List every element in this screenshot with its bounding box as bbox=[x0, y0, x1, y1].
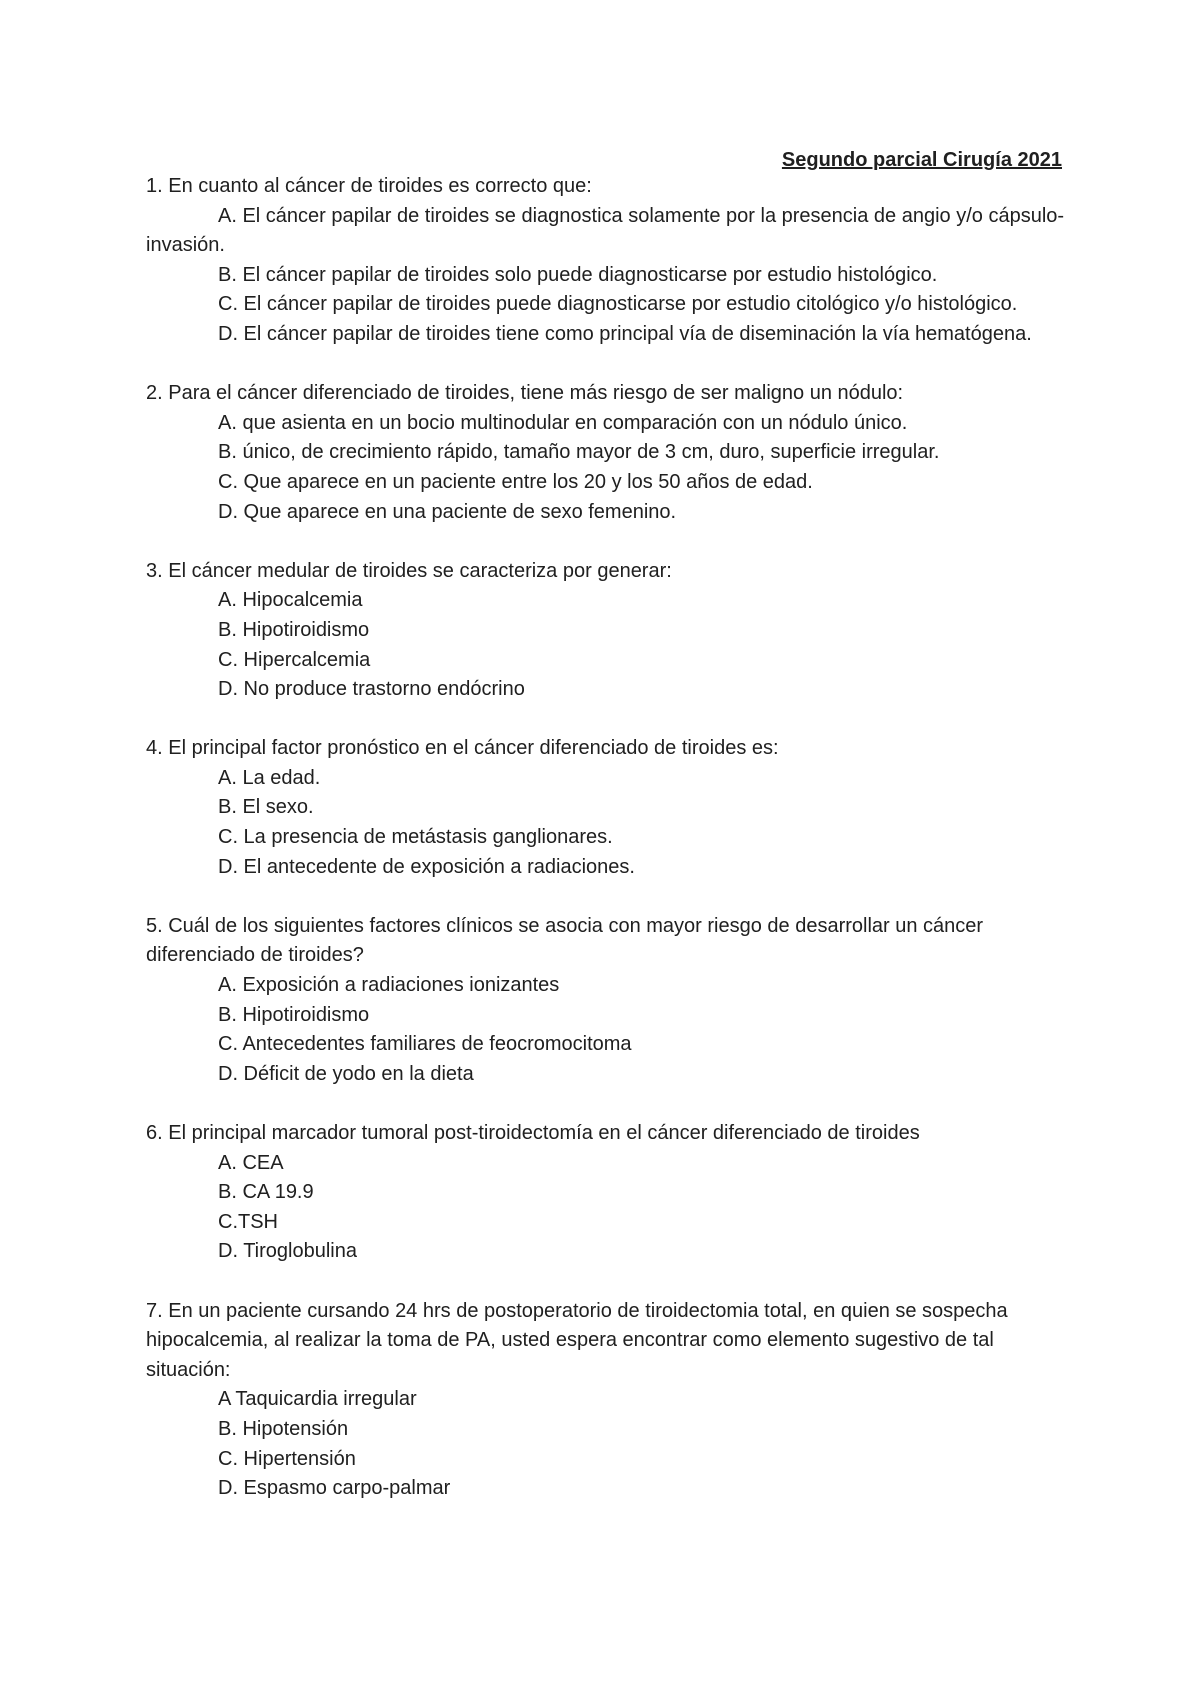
answer-option: B. El sexo. bbox=[218, 796, 314, 819]
question-stem: 2. Para el cáncer diferenciado de tiroides, tiene más riesgo de ser maligno un nódulo: bbox=[146, 382, 904, 405]
answer-option: A. que asienta en un bocio multinodular en comparación con un nódulo único. bbox=[218, 411, 908, 434]
answer-option: C. Que aparece en un paciente entre los 20 y los 50 años de edad. bbox=[218, 470, 813, 493]
answer-option: D. Déficit de yodo en la dieta bbox=[218, 1062, 474, 1085]
question-list bbox=[146, 172, 1066, 1533]
answer-option: A. CEA bbox=[218, 1151, 284, 1174]
question-stem: 7. En un paciente cursando 24 hrs de postoperatorio de tiroidectomia total, en quien se sospecha hipocalcemia, al realizar la toma de PA, usted espera encontrar como elemento sugestivo de tal situación: bbox=[146, 1299, 1008, 1381]
answer-option: D. Espasmo carpo-palmar bbox=[218, 1477, 451, 1500]
answer-option: D. Que aparece en una paciente de sexo femenino. bbox=[218, 500, 677, 523]
question-5 bbox=[146, 912, 1066, 1090]
answer-option: C. Hipertensión bbox=[218, 1447, 356, 1470]
question-stem: 1. En cuanto al cáncer de tiroides es correcto que: bbox=[146, 175, 592, 197]
answer-option: C. Hipercalcemia bbox=[218, 648, 371, 671]
answer-option: C. El cáncer papilar de tiroides puede diagnosticarse por estudio citológico y/o histológico. bbox=[218, 293, 1018, 316]
question-7 bbox=[146, 1297, 1066, 1504]
answer-option: C. La presencia de metástasis ganglionares. bbox=[218, 826, 613, 849]
answer-option: B. El cáncer papilar de tiroides solo puede diagnosticarse por estudio histológico. bbox=[218, 263, 938, 286]
question-stem: 5. Cuál de los siguientes factores clínicos se asocia con mayor riesgo de desarrollar un cáncer diferenciado de tiroides? bbox=[146, 914, 984, 967]
answer-option: B. Hipotiroidismo bbox=[218, 618, 370, 641]
exam-title: Segundo parcial Cirugía 2021 bbox=[781, 149, 1062, 171]
answer-option: C.TSH bbox=[218, 1210, 278, 1233]
answer-option: A. La edad. bbox=[218, 766, 321, 789]
answer-option: B. CA 19.9 bbox=[218, 1181, 314, 1204]
question-1 bbox=[146, 172, 1066, 350]
answer-option: A Taquicardia irregular bbox=[218, 1388, 417, 1411]
answer-option: A. Hipocalcemia bbox=[218, 589, 363, 612]
answer-option: D. El cáncer papilar de tiroides tiene como principal vía de diseminación la vía hematógena. bbox=[218, 322, 1032, 345]
question-stem: 3. El cáncer medular de tiroides se caracteriza por generar: bbox=[146, 559, 672, 582]
question-stem: 4. El principal factor pronóstico en el cáncer diferenciado de tiroides es: bbox=[146, 737, 779, 760]
answer-option: C. Antecedentes familiares de feocromocitoma bbox=[218, 1033, 632, 1056]
answer-option: A. El cáncer papilar de tiroides se diagnostica solamente por la presencia de angio y/o cápsulo-invasión. bbox=[146, 204, 1065, 257]
answer-option: A. Exposición a radiaciones ionizantes bbox=[218, 974, 560, 997]
question-2 bbox=[146, 379, 1066, 527]
question-4 bbox=[146, 734, 1066, 882]
question-stem: 6. El principal marcador tumoral post-tiroidectomía en el cáncer diferenciado de tiroides bbox=[146, 1122, 920, 1144]
answer-option: B. Hipotiroidismo bbox=[218, 1003, 370, 1026]
answer-option: D. Tiroglobulina bbox=[218, 1240, 357, 1263]
answer-option: B. Hipotensión bbox=[218, 1417, 349, 1440]
question-6 bbox=[146, 1119, 1066, 1267]
question-3 bbox=[146, 557, 1066, 705]
answer-option: D. El antecedente de exposición a radiaciones. bbox=[218, 855, 635, 878]
answer-option: D. No produce trastorno endócrino bbox=[218, 678, 525, 701]
answer-option: B. único, de crecimiento rápido, tamaño mayor de 3 cm, duro, superficie irregular. bbox=[218, 441, 940, 464]
